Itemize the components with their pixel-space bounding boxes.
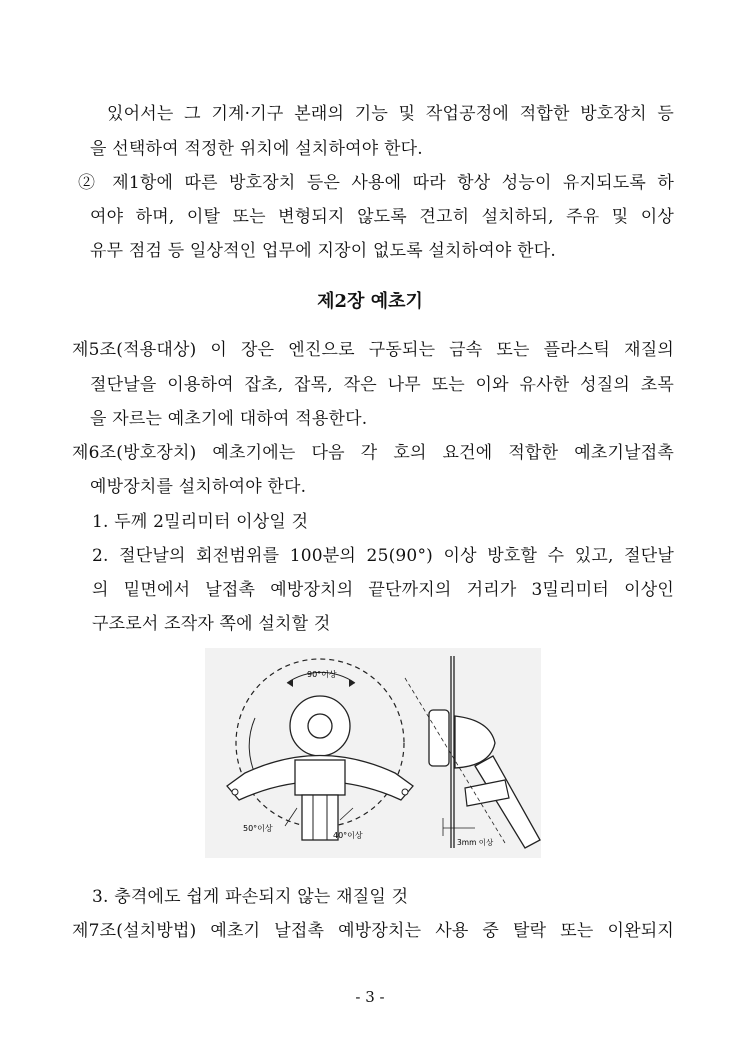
body-line: 있어서는 그 기계·기구 본래의 기능 및 작업공정에 적합한 방호장치 등 — [107, 104, 674, 124]
article-5-line: 제5조(적용대상) 이 장은 엔진으로 구동되는 금속 또는 플라스틱 재질의 — [72, 340, 674, 360]
label-3mm: 3mm 이상 — [457, 838, 494, 847]
list-item-1: 1. 두께 2밀리미터 이상일 것 — [92, 512, 309, 532]
body-line: ② 제1항에 따른 방호장치 등은 사용에 따라 항상 성능이 유지되도록 하 — [78, 173, 674, 193]
page-number: - 3 - — [355, 988, 385, 1006]
label-50-degree: 50°이상 — [243, 824, 273, 833]
body-line: 절단날을 이용하여 잡초, 잡목, 작은 나무 또는 이와 유사한 성질의 초목 — [90, 375, 674, 395]
body-line: 을 자르는 예초기에 대하여 적용한다. — [90, 409, 368, 429]
list-item-2: 2. 절단날의 회전범위를 100분의 25(90°) 이상 방호할 수 있고, 절단날 — [92, 546, 674, 566]
brush-cutter-guard-figure — [205, 648, 541, 858]
body-line: 을 선택하여 적정한 위치에 설치하여야 한다. — [90, 139, 423, 159]
chapter-title: 제2장 예초기 — [317, 291, 423, 312]
guard-side — [429, 710, 449, 766]
label-90-degree: 90°이상 — [307, 670, 337, 679]
body-line: 유무 점검 등 일상적인 업무에 지장이 없도록 설치하여야 한다. — [90, 241, 556, 261]
body-line: 의 밑면에서 날접촉 예방장치의 끝단까지의 거리가 3밀리미터 이상인 — [92, 580, 674, 600]
body-line: 여야 하며, 이탈 또는 변형되지 않도록 견고히 설치하되, 주유 및 이상 — [90, 207, 674, 227]
body-line: 구조로서 조작자 쪽에 설치할 것 — [92, 614, 331, 634]
guard-diagram — [205, 648, 541, 858]
article-6-line: 제6조(방호장치) 예초기에는 다음 각 호의 요건에 적합한 예초기날접촉 — [72, 443, 674, 463]
article-7-line: 제7조(설치방법) 예초기 날접촉 예방장치는 사용 중 탈락 또는 이완되지 — [72, 921, 674, 941]
label-40-degree: 40°이상 — [333, 831, 363, 840]
body-line: 예방장치를 설치하여야 한다. — [90, 477, 307, 497]
list-item-3: 3. 충격에도 쉽게 파손되지 않는 재질일 것 — [92, 887, 409, 907]
